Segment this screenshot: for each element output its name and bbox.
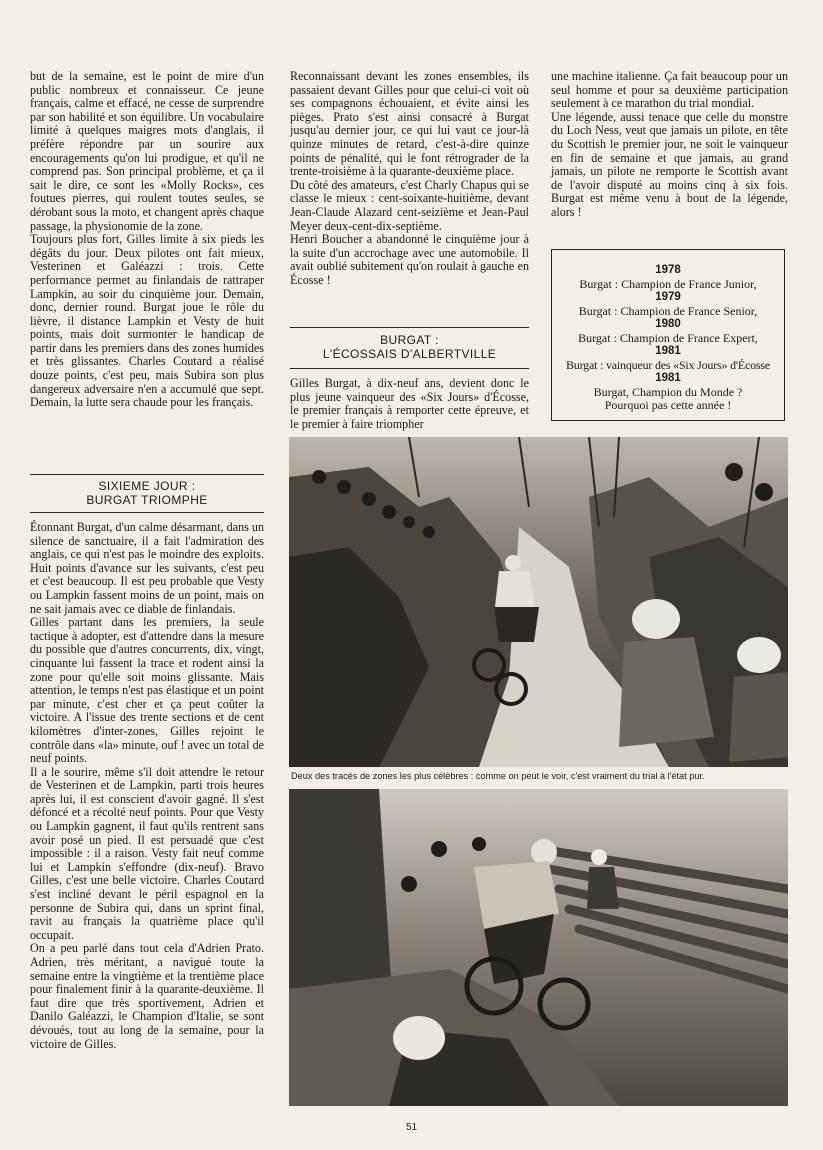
paragraph: Henri Boucher a abandonné le cinquième jour à la suite d'un accrochage avec une automobile. Il avait oublié subitement qu'on roulait à gauche en Écosse ! bbox=[290, 232, 529, 287]
paragraph: une machine italienne. Ça fait beaucoup pour un seul homme et pour sa deuxième participation seulement à ce marathon du trial mondial. bbox=[551, 69, 788, 111]
section-divider bbox=[290, 368, 529, 369]
paragraph: Reconnaissant devant les zones ensembles, ils passaient devant Gilles pour que celui-ci voit où ses compagnons échouaient, et évite ainsi les pièges. Prato s'est ainsi consacré à Burgat jusqu'au dernier jour, ce qui lui vaut ce jour-là quinze minutes de retard, c'est-à-dire quinze points de pénalité, qui le font rétrograder de la trente-troisième à la quarante-deuxième place. bbox=[290, 69, 529, 179]
section-heading-sixieme-jour bbox=[30, 479, 264, 507]
heading-line: SIXIEME JOUR : bbox=[98, 479, 196, 493]
paragraph: Étonnant Burgat, d'un calme désarmant, dans un silence de sanctuaire, il a fait l'admiration des anglais, ce qui n'est pas le moindre des exploits. Huit points d'avance sur les suivants, c'est peu et c'est beaucoup. Il est peu probable que Vesty ou Lampkin fassent moins de un point, mais on ne sait jamais avec ce diable de finlandais. bbox=[30, 520, 264, 616]
photo-caption: Deux des tracés de zones les plus célèbres : comme on peut le voir, c'est vraiment du trial à l'état pur. bbox=[291, 771, 705, 781]
heading-line: BURGAT : bbox=[380, 333, 439, 347]
trial-rider-steep-slope-image bbox=[289, 789, 788, 1106]
palmares-entry: Burgat, Champion du Monde ? bbox=[593, 384, 743, 399]
trial-photo-top bbox=[289, 437, 788, 767]
trial-photo-bottom bbox=[289, 789, 788, 1106]
paragraph: Il a le sourire, même s'il doit attendre le retour de Vesterinen et de Lampkin, parti trois heures après lui, il est conscient d'avoir gagné. Il s'est défoncé et a récolté neuf points. Pour que Vesty ou Lampkin gagnent, il faut qu'ils rentrent sans avoir posé un pied. Il est persuadé que c'est impossible : il a raison. Vesty fait neuf comme lui et Lampkin s'effondre (dix-neuf). Bravo Gilles, c'est une belle victoire. Charles Coutard s'est incliné devant le péril espagnol en la personne de Subira qui, dans un sprint final, ravit au français la quatrième place qu'il occupait. bbox=[30, 764, 264, 942]
paragraph: Toujours plus fort, Gilles limite à six pieds les dégâts du jour. Deux pilotes ont fait mieux, Vesterinen et Galéazzi : trois. Cette performance permet au finlandais de rattraper Lampkin, au soir du cinquième jour. Demain, donc, dernier round. Burgat joue le rôle du lièvre, il distance Lampkin et Vesty de huit points, mais doit surmonter le handicap de partir dans les premiers dans des zones humides et très glissantes. Charles Coutard a réalisé douze points, c'est peu, mais Subira son plus dangereux adversaire n'en a accumulé que sept. Demain, la lutte sera chaude pour les français. bbox=[30, 232, 264, 410]
paragraph: Du côté des amateurs, c'est Charly Chapus qui se classe le mieux : cent-soixante-huitième, devant Jean-Claude Alazard cent-seizième et Jean-Paul Meyer deux-cent-dix-septième. bbox=[290, 177, 529, 233]
paragraph: Une légende, aussi tenace que celle du monstre du Loch Ness, veut que jamais un pilote, en tête du Scottish le premier jour, ne soit le vainqueur en fin de semaine et que jamais, au grand jamais, un pilote ne remporte le Scottish avant de l'avoir disputé au moins cinq à six fois. Burgat est même venu à bout de la légende, alors ! bbox=[551, 109, 788, 219]
palmares-entry: Burgat : vainqueur des «Six Jours» d'Écosse bbox=[566, 357, 770, 372]
palmares-year: 1980 bbox=[655, 318, 681, 330]
palmares-entry: Burgat : Champion de France Senior, bbox=[578, 303, 758, 318]
article-column-2-continued bbox=[290, 377, 529, 431]
paragraph: Gilles Burgat, à dix-neuf ans, devient donc le plus jeune vainqueur des «Six Jours» d'Écosse, le premier français à remporter cette épreuve, et le premier à faire triompher bbox=[290, 376, 529, 431]
section-heading-ecossais bbox=[290, 333, 529, 361]
palmares-entry: Pourquoi pas cette année ! bbox=[604, 398, 732, 412]
palmares-year: 1979 bbox=[655, 291, 681, 303]
palmares-year: 1981 bbox=[655, 345, 681, 357]
palmares-box bbox=[551, 249, 785, 421]
palmares-entry: Burgat : Champion de France Junior, bbox=[579, 276, 757, 291]
trial-rider-rocky-stream-image bbox=[289, 437, 788, 767]
heading-line: L'ÉCOSSAIS D'ALBERTVILLE bbox=[322, 347, 497, 361]
section-divider bbox=[30, 474, 264, 475]
paragraph: Gilles partant dans les premiers, la seule tactique à adopter, est d'attendre dans la mesure du possible que d'autres concurrents, dix, vingt, cinquante lui fassent la trace et rodent ainsi la zone pour qu'elle soit moins glissante. Mais attention, le temps n'est pas élastique et un point par minute, c'est cher et ça peut coûter la victoire. A l'issue des trente sections et de cent kilomètres d'inter-zones, Gilles rejoint le contrôle dans «la» minute, ouf ! avec un total de neuf points. bbox=[30, 615, 264, 766]
palmares-entry: Burgat : Champion de France Expert, bbox=[578, 330, 758, 345]
palmares-year: 1978 bbox=[655, 264, 681, 276]
article-column-2 bbox=[290, 70, 529, 288]
article-column-3 bbox=[551, 70, 788, 220]
article-column-1 bbox=[30, 70, 264, 410]
page-number: 51 bbox=[405, 1122, 418, 1133]
paragraph: but de la semaine, est le point de mire d'un public nombreux et connaisseur. Ce jeune français, calme et effacé, ne cesse de surprendre par son habilité et son équilibre. Un vocabulaire limité à quelques maigres mots d'anglais, il préfère répondre par un sourire aux encouragements qu'on lui prodigue, et qu'il ne comprend pas. Son principal problème, et ça il sait le dire, ce sont les «Molly Rocks», ces foutues pierres, qui roulent toutes seules, se dérobant sous la moto, et changent après chaque passage, la physionomie de la zone. bbox=[30, 69, 264, 233]
heading-line: BURGAT TRIOMPHE bbox=[86, 493, 208, 507]
section-divider bbox=[290, 327, 529, 328]
section-divider bbox=[30, 512, 264, 513]
palmares-year: 1981 bbox=[655, 372, 681, 384]
article-column-1-continued bbox=[30, 521, 264, 1051]
paragraph: On a peu parlé dans tout cela d'Adrien Prato. Adrien, très méritant, a navigué toute la semaine entre la vingtième et la trentième place pour finalement finir à la quarante-deuxième. Il faut dire que très sportivement, Adrien et Danilo Galéazzi, le Champion d'Italie, se sont dévoués, tout au long de la semaine, pour la victoire de Gilles. bbox=[30, 941, 264, 1051]
